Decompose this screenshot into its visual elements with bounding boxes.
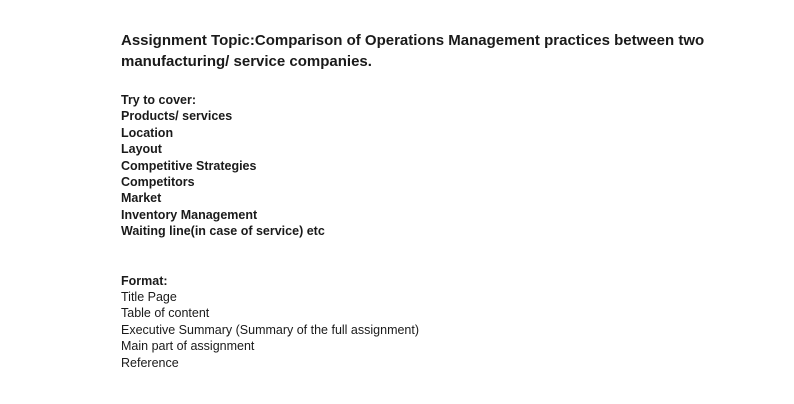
format-item-table-of-content: Table of content bbox=[121, 306, 210, 321]
cover-item-products: Products/ services bbox=[121, 109, 233, 124]
cover-item-inventory-management: Inventory Management bbox=[121, 207, 258, 222]
cover-item-waiting-line: Waiting line(in case of service) etc bbox=[121, 224, 325, 239]
cover-item-location: Location bbox=[121, 125, 174, 140]
format-item-main-part: Main part of assignment bbox=[121, 339, 255, 354]
cover-heading: Try to cover: bbox=[121, 93, 197, 107]
assignment-title: Assignment Topic:Comparison of Operations Management practices between two manufacturing/ service companies. bbox=[121, 32, 705, 70]
format-heading: Format: bbox=[121, 273, 168, 288]
cover-item-competitors: Competitors bbox=[121, 175, 195, 190]
format-item-executive-summary: Executive Summary (Summary of the full assignment) bbox=[121, 322, 420, 337]
cover-item-competitive-strategies: Competitive Strategies bbox=[121, 158, 257, 173]
format-item-title-page: Title Page bbox=[121, 290, 177, 305]
cover-item-layout: Layout bbox=[121, 142, 162, 157]
document-body bbox=[121, 30, 741, 371]
format-item-reference: Reference bbox=[121, 355, 179, 370]
section-spacer bbox=[121, 240, 741, 273]
cover-list bbox=[121, 108, 741, 239]
format-list bbox=[121, 289, 741, 371]
cover-item-market: Market bbox=[121, 191, 162, 206]
